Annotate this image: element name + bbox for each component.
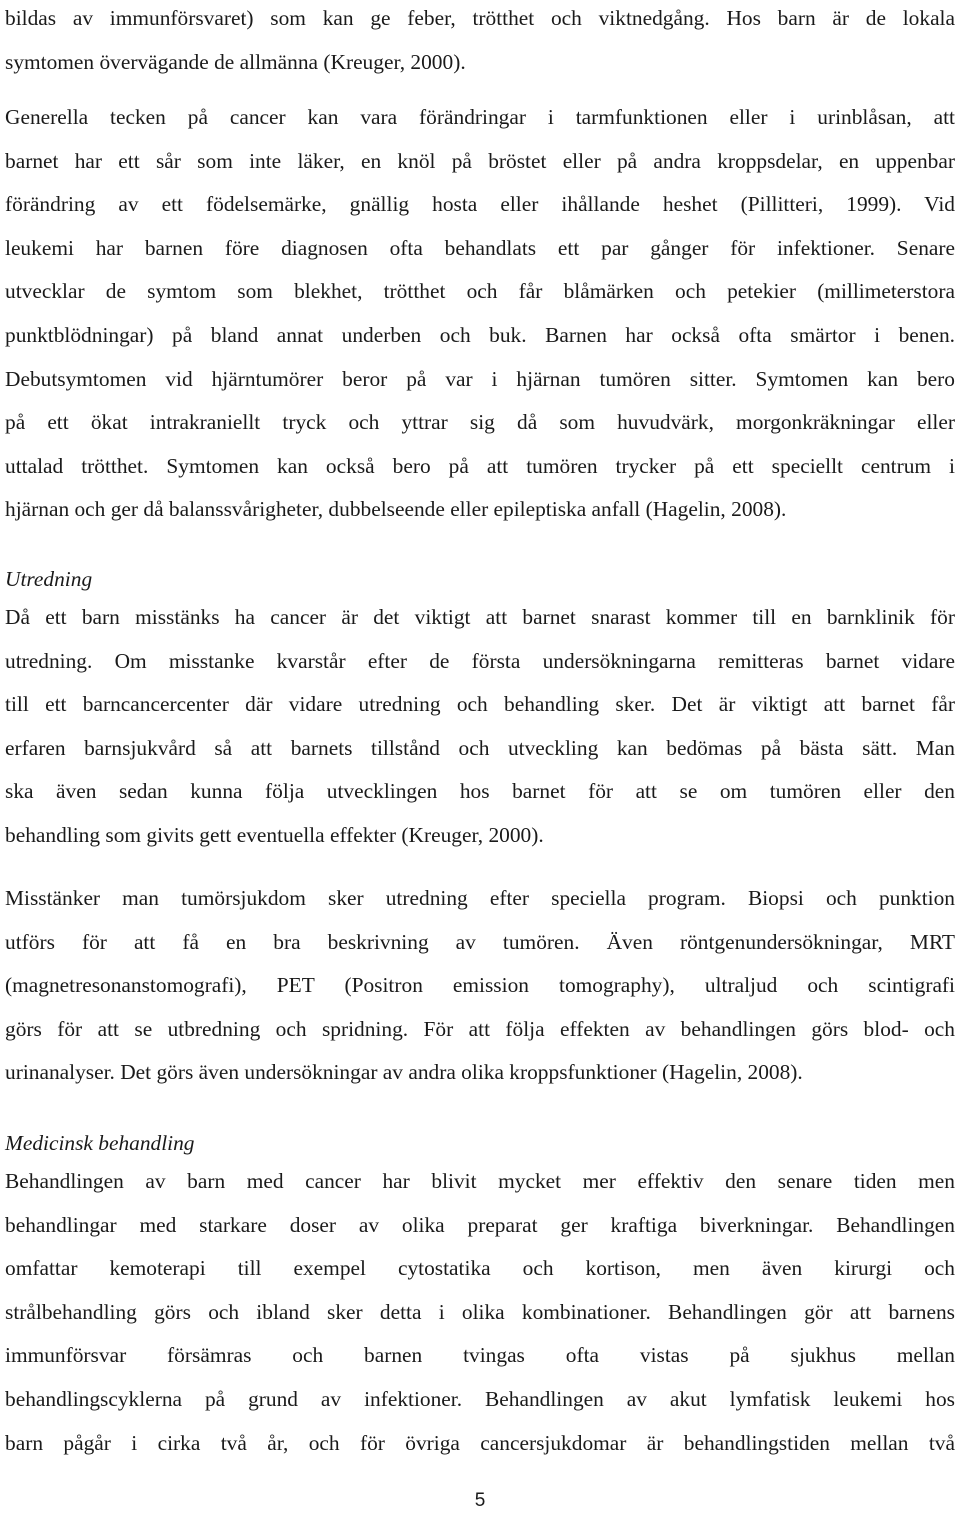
text-line: behandling som givits gett eventuella effekter (Kreuger, 2000).	[5, 822, 544, 847]
text-line: barn pågår i cirka två år, och för övriga cancersjukdomar är behandlingstiden mellan två	[5, 1430, 955, 1455]
text-line: Behandlingen av barn med cancer har blivit mycket mer effektiv den senare tiden men	[5, 1169, 955, 1193]
text-line: bildas av immunförsvaret) som kan ge feber, trötthet och viktnedgång. Hos barn är de lokala	[5, 6, 955, 30]
text-line: på ett ökat intrakraniellt tryck och yttrar sig då som huvudvärk, morgonkräkningar eller	[5, 410, 955, 435]
paragraph-continuation	[5, 0, 955, 84]
text-line: Då ett barn misstänks ha cancer är det viktigt att barnet snarast kommer till en barnklinik för	[5, 605, 955, 629]
text-line: utförs för att få en bra beskrivning av tumören. Även röntgenundersökningar, MRT	[5, 929, 955, 954]
text-line: utredning. Om misstanke kvarstår efter de första undersökningarna remitteras barnet vidare	[5, 648, 955, 673]
text-line: behandlingar med starkare doser av olika preparat ger kraftiga biverkningar. Behandlingen	[5, 1212, 955, 1237]
paragraph-general-signs	[5, 96, 955, 532]
text-line: leukemi har barnen före diagnosen ofta behandlats ett par gånger för infektioner. Senare	[5, 235, 955, 260]
text-line: strålbehandling görs och ibland sker detta i olika kombinationer. Behandlingen gör att barnens	[5, 1299, 955, 1324]
paragraph-utredning	[5, 596, 955, 858]
text-line: omfattar kemoterapi till exempel cytostatika och kortison, men även kirurgi och	[5, 1256, 955, 1281]
text-line: Misstänker man tumörsjukdom sker utredning efter speciella program. Biopsi och punktion	[5, 886, 955, 910]
text-line: barnet har ett sår som inte läker, en knöl på bröstet eller på andra kroppsdelar, en uppenbar	[5, 148, 955, 173]
text-line: behandlingscyklerna på grund av infektioner. Behandlingen av akut lymfatisk leukemi hos	[5, 1386, 955, 1411]
text-line: Generella tecken på cancer kan vara förändringar i tarmfunktionen eller i urinblåsan, att	[5, 105, 955, 129]
text-line: symtomen övervägande de allmänna (Kreuger, 2000).	[5, 49, 466, 74]
section-heading-utredning: Utredning	[5, 567, 93, 591]
text-line: förändring av ett födelsemärke, gnällig hosta eller ihållande heshet (Pillitteri, 1999). Vid	[5, 192, 955, 217]
text-line: erfaren barnsjukvård så att barnets tillstånd och utveckling kan bedömas på bästa sätt. Man	[5, 735, 955, 760]
section-heading-medicinsk-behandling: Medicinsk behandling	[5, 1131, 195, 1155]
text-line: uttalad trötthet. Symtomen kan också bero på att tumören trycker på ett speciellt centrum i	[5, 453, 955, 478]
text-line: urinanalyser. Det görs även undersökningar av andra olika kroppsfunktioner (Hagelin, 2008).	[5, 1060, 803, 1085]
text-line: punktblödningar) på bland annat underben och buk. Barnen har också ofta smärtor i benen.	[5, 322, 955, 347]
text-line: till ett barncancercenter där vidare utredning och behandling sker. Det är viktigt att barnet får	[5, 692, 955, 717]
text-line: görs för att se utbredning och spridning. För att följa effekten av behandlingen görs blod- och	[5, 1016, 955, 1041]
text-line: ska även sedan kunna följa utvecklingen hos barnet för att se om tumören eller den	[5, 779, 955, 804]
text-line: hjärnan och ger då balanssvårigheter, dubbelseende eller epileptiska anfall (Hagelin, 2008).	[5, 497, 787, 522]
paragraph-medicinsk-behandling	[5, 1160, 955, 1465]
text-line: immunförsvar försämras och barnen tvingas ofta vistas på sjukhus mellan	[5, 1343, 955, 1368]
text-line: (magnetresonanstomografi), PET (Positron emission tomography), ultraljud och scintigrafi	[5, 973, 955, 998]
paragraph-tumor-investigation	[5, 877, 955, 1095]
page-number: 5	[474, 1490, 486, 1511]
text-line: Debutsymtomen vid hjärntumörer beror på var i hjärnan tumören sitter. Symtomen kan bero	[5, 366, 955, 391]
text-line: utvecklar de symtom som blekhet, trötthet och får blåmärken och petekier (millimeterstora	[5, 279, 955, 304]
